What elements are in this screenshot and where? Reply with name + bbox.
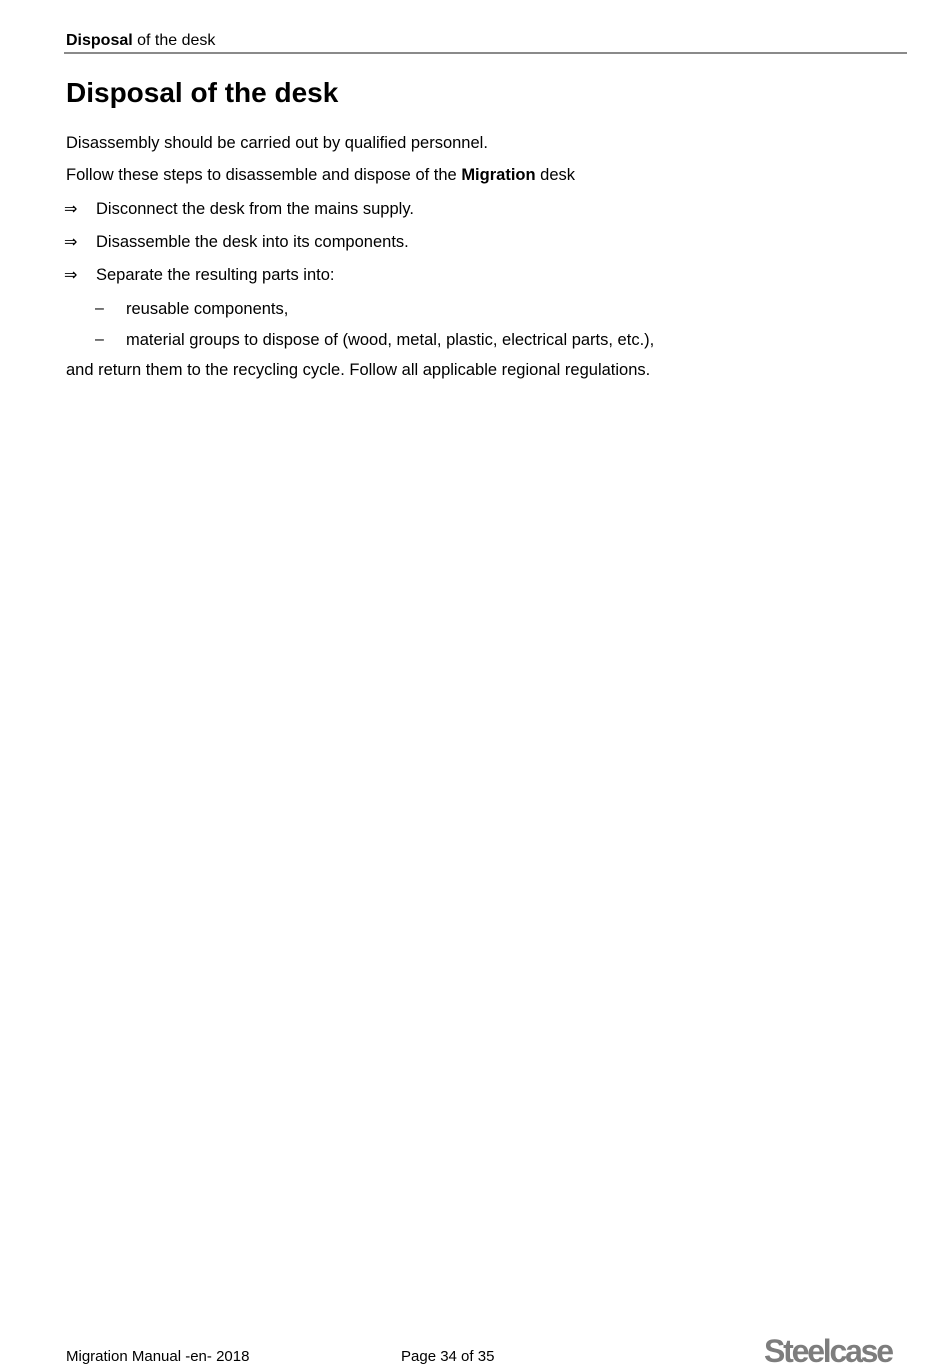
arrow-icon: ⇒ [64, 267, 78, 284]
running-header-rest: of the desk [132, 32, 216, 49]
steelcase-logo: Steelcase [764, 1333, 892, 1369]
step-item: Separate the resulting parts into: [96, 266, 335, 284]
sub-item: reusable components, [126, 300, 289, 318]
follow-text-before: Follow these steps to disassemble and dispose of the [66, 166, 462, 184]
running-header [66, 31, 215, 51]
page-title: Disposal of the desk [66, 77, 339, 108]
sub-item: material groups to dispose of (wood, metal, plastic, electrical parts, etc.), [126, 331, 655, 349]
product-name: Migration [461, 166, 536, 184]
follow-paragraph [66, 165, 575, 185]
arrow-icon: ⇒ [64, 201, 78, 218]
header-divider [64, 52, 907, 54]
closing-paragraph: and return them to the recycling cycle. Follow all applicable regional regulations. [66, 361, 651, 379]
dash-icon: – [95, 300, 104, 317]
follow-text-after: desk [535, 166, 575, 184]
dash-icon: – [95, 331, 104, 348]
footer-page-number: Page 34 of 35 [401, 1348, 495, 1365]
arrow-icon: ⇒ [64, 234, 78, 251]
step-item: Disassemble the desk into its components. [96, 233, 409, 251]
intro-paragraph: Disassembly should be carried out by qualified personnel. [66, 134, 488, 152]
footer-manual-label: Migration Manual -en- 2018 [66, 1348, 250, 1365]
step-item: Disconnect the desk from the mains supply. [96, 200, 414, 218]
running-header-section: Disposal [66, 32, 133, 49]
